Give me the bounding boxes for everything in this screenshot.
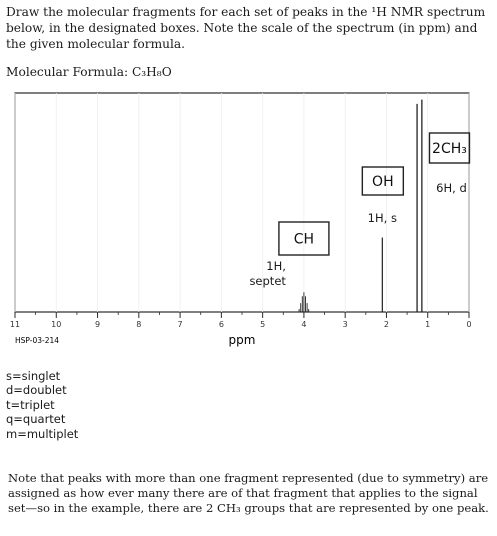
peak-annotation: 1H, s [367,211,397,225]
fragment-handwriting: OH [372,174,394,190]
tick-label: 8 [136,320,142,329]
legend-item: d=doublet [6,383,67,398]
legend-item: m=multiplet [6,426,79,441]
tick-label: 3 [342,320,348,329]
peak-annotation: 1H, [266,259,286,273]
molecular-formula: Molecular Formula: C₃H₈O [6,65,172,79]
x-axis-label: ppm [228,333,256,347]
plot-frame [15,93,469,312]
tick-label: 11 [9,320,21,329]
faint-grid [15,93,469,312]
peak-annotation: 6H, d [436,181,467,195]
fragment-handwriting: 2CH₃ [432,141,467,157]
tick-label: 4 [301,320,307,329]
symmetry-note: Note that peaks with more than one fragment represented (due to symmetry) are assigned as how ever many there are of that fragment that applies to the signal set—so in the example, there are 2 CH₃ groups that are represented by one peak. [8,471,489,515]
tick-label: 9 [94,320,101,329]
tick-label: 6 [218,320,224,329]
tick-label: 1 [425,320,431,329]
x-ticks [10,312,472,329]
nmr-spectrum-chart [0,92,497,360]
peaks [299,100,422,312]
tick-label: 7 [177,320,183,329]
legend-item: t=triplet [6,397,55,412]
tick-label: 2 [383,320,390,329]
instructions-text: Draw the molecular fragments for each set of peaks in the ¹H NMR spectrum below, in the designated boxes. Note the scale of the spectrum (in ppm) and the given molecular formula. [6,5,486,51]
peak-annotation: septet [249,274,286,288]
annotations [249,133,469,288]
tick-label: 0 [466,320,472,329]
fragment-handwriting: CH [293,231,315,248]
tick-label: 5 [260,320,266,329]
legend-item: q=quartet [6,412,66,427]
spectrum-id: HSP-03-214 [15,336,60,345]
tick-label: 10 [51,320,62,329]
multiplicity-legend [6,369,78,441]
legend-item: s=singlet [6,369,61,383]
